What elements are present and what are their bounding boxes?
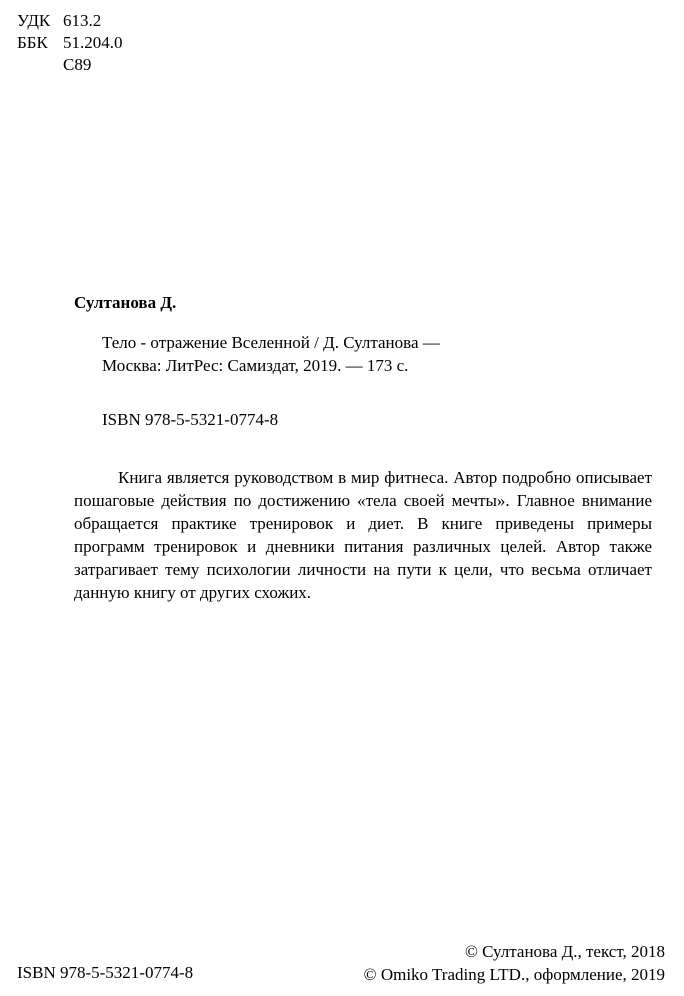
author-mark: С89 xyxy=(63,55,92,74)
bbk-row xyxy=(17,32,123,54)
bbk-label: ББК xyxy=(17,33,48,52)
isbn-line: ISBN 978-5-5321-0774-8 xyxy=(102,410,279,429)
bibliographic-title-line: Тело - отражение Вселенной / Д. Султанова — xyxy=(102,333,440,352)
author-mark-row xyxy=(17,54,123,76)
bibliographic-publisher-line: Москва: ЛитРес: Самиздат, 2019. — 173 с. xyxy=(102,356,409,375)
bbk-value: 51.204.0 xyxy=(63,33,123,52)
classification-block xyxy=(17,10,123,76)
udk-value: 613.2 xyxy=(63,11,102,30)
footer-isbn: ISBN 978-5-5321-0774-8 xyxy=(17,963,194,982)
copyright-text-line: © Султанова Д., текст, 2018 xyxy=(464,942,665,961)
udk-row xyxy=(17,10,123,32)
author-heading: Султанова Д. xyxy=(74,293,177,312)
copyright-design-line: © Omiko Trading LTD., оформление, 2019 xyxy=(363,965,665,984)
copyright-block xyxy=(364,940,665,986)
udk-label: УДК xyxy=(17,11,51,30)
abstract-paragraph: Книга является руководством в мир фитнеса. Автор подробно описывает пошаговые действия по достижению «тела своей мечты». Главное внимание обращается практике тренировок и диет. В книге приведены примеры программ тренировок и дневники питания различных целей. Автор также затрагивает тему психологии личности на пути к цели, что весьма отличает данную книгу от других схожих. xyxy=(74,468,652,602)
